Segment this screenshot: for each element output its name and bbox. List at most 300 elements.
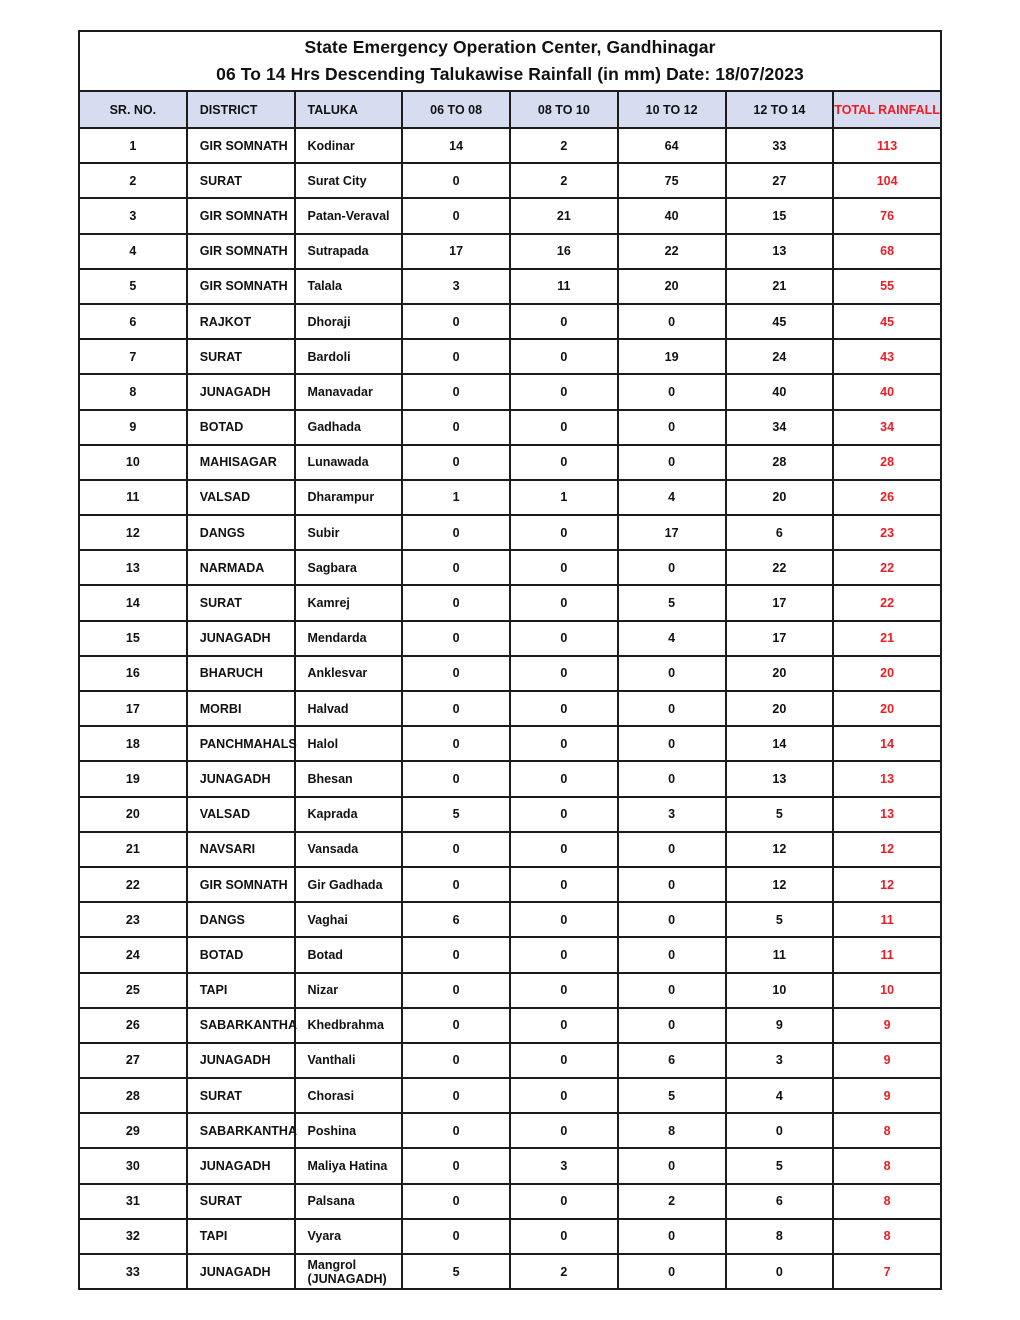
table-cell: RAJKOT bbox=[187, 304, 295, 339]
table-row bbox=[79, 1113, 941, 1148]
page-title: State Emergency Operation Center, Gandhinagar bbox=[304, 37, 716, 57]
table-cell: JUNAGADH bbox=[187, 1043, 295, 1078]
table-row bbox=[79, 128, 941, 163]
table-cell: Sutrapada bbox=[295, 234, 403, 269]
table-cell: MORBI bbox=[187, 691, 295, 726]
table-cell: 6 bbox=[726, 515, 834, 550]
table-cell: 43 bbox=[833, 339, 941, 374]
table-cell: Poshina bbox=[295, 1113, 403, 1148]
table-cell: 75 bbox=[618, 163, 726, 198]
table-cell: 13 bbox=[726, 234, 834, 269]
table-cell: TAPI bbox=[187, 973, 295, 1008]
report-title-block bbox=[79, 31, 941, 91]
table-row bbox=[79, 480, 941, 515]
table-cell: 20 bbox=[726, 480, 834, 515]
table-cell: Patan-Veraval bbox=[295, 198, 403, 233]
table-cell: JUNAGADH bbox=[187, 374, 295, 409]
table-cell: Chorasi bbox=[295, 1078, 403, 1113]
table-cell: GIR SOMNATH bbox=[187, 269, 295, 304]
table-cell: 28 bbox=[833, 445, 941, 480]
table-cell: 1 bbox=[510, 480, 618, 515]
table-cell: 0 bbox=[510, 1008, 618, 1043]
table-cell: 15 bbox=[726, 198, 834, 233]
table-cell: DANGS bbox=[187, 902, 295, 937]
table-cell: 22 bbox=[618, 234, 726, 269]
table-cell: 13 bbox=[833, 761, 941, 796]
table-cell: 0 bbox=[402, 691, 510, 726]
table-row bbox=[79, 902, 941, 937]
table-cell: 0 bbox=[618, 937, 726, 972]
table-cell: 19 bbox=[618, 339, 726, 374]
table-cell: 0 bbox=[402, 445, 510, 480]
table-cell: 0 bbox=[618, 867, 726, 902]
table-row bbox=[79, 1254, 941, 1289]
table-row bbox=[79, 585, 941, 620]
table-row bbox=[79, 621, 941, 656]
table-cell: 0 bbox=[618, 691, 726, 726]
table-cell: 12 bbox=[833, 867, 941, 902]
table-row bbox=[79, 1008, 941, 1043]
table-cell: 8 bbox=[833, 1184, 941, 1219]
table-cell: Halol bbox=[295, 726, 403, 761]
table-row bbox=[79, 867, 941, 902]
table-cell: 5 bbox=[726, 797, 834, 832]
table-cell: 22 bbox=[833, 550, 941, 585]
table-cell: JUNAGADH bbox=[187, 761, 295, 796]
table-cell: NARMADA bbox=[187, 550, 295, 585]
table-cell: Gadhada bbox=[295, 410, 403, 445]
table-cell: 2 bbox=[510, 1254, 618, 1289]
table-row bbox=[79, 163, 941, 198]
table-cell: Talala bbox=[295, 269, 403, 304]
table-row bbox=[79, 198, 941, 233]
table-cell: 20 bbox=[726, 691, 834, 726]
table-cell: 5 bbox=[618, 585, 726, 620]
table-cell: 17 bbox=[79, 691, 187, 726]
table-row bbox=[79, 1219, 941, 1254]
table-cell: SURAT bbox=[187, 1184, 295, 1219]
table-cell: 0 bbox=[510, 1113, 618, 1148]
table-cell: 7 bbox=[79, 339, 187, 374]
table-row bbox=[79, 304, 941, 339]
table-cell: 0 bbox=[510, 445, 618, 480]
table-cell: 16 bbox=[79, 656, 187, 691]
table-cell: 0 bbox=[402, 339, 510, 374]
table-cell: Anklesvar bbox=[295, 656, 403, 691]
table-cell: 0 bbox=[402, 867, 510, 902]
table-cell: 0 bbox=[618, 656, 726, 691]
table-cell: 0 bbox=[402, 198, 510, 233]
table-cell: 34 bbox=[726, 410, 834, 445]
table-cell: 9 bbox=[726, 1008, 834, 1043]
table-cell: 0 bbox=[402, 1078, 510, 1113]
table-cell: 64 bbox=[618, 128, 726, 163]
table-cell: 0 bbox=[618, 550, 726, 585]
table-cell: 113 bbox=[833, 128, 941, 163]
table-cell: 34 bbox=[833, 410, 941, 445]
table-cell: 19 bbox=[79, 761, 187, 796]
table-cell: Lunawada bbox=[295, 445, 403, 480]
table-cell: 0 bbox=[402, 973, 510, 1008]
table-cell: 0 bbox=[402, 163, 510, 198]
table-cell: 1 bbox=[402, 480, 510, 515]
table-cell: Manavadar bbox=[295, 374, 403, 409]
table-cell: 10 bbox=[833, 973, 941, 1008]
table-cell: 45 bbox=[833, 304, 941, 339]
table-cell: Maliya Hatina bbox=[295, 1148, 403, 1183]
table-cell: 5 bbox=[726, 902, 834, 937]
table-cell: 17 bbox=[402, 234, 510, 269]
column-header: 10 TO 12 bbox=[618, 91, 726, 128]
table-cell: Vansada bbox=[295, 832, 403, 867]
table-cell: 2 bbox=[510, 128, 618, 163]
table-cell: Kodinar bbox=[295, 128, 403, 163]
table-cell: 14 bbox=[79, 585, 187, 620]
table-cell: 0 bbox=[402, 585, 510, 620]
table-cell: JUNAGADH bbox=[187, 621, 295, 656]
table-cell: 0 bbox=[510, 304, 618, 339]
table-cell: 31 bbox=[79, 1184, 187, 1219]
table-row bbox=[79, 550, 941, 585]
table-cell: 0 bbox=[402, 1184, 510, 1219]
table-row bbox=[79, 832, 941, 867]
table-cell: 4 bbox=[726, 1078, 834, 1113]
table-cell: 6 bbox=[618, 1043, 726, 1078]
table-row bbox=[79, 515, 941, 550]
table-cell: 14 bbox=[726, 726, 834, 761]
table-cell: 0 bbox=[402, 621, 510, 656]
table-cell: 20 bbox=[618, 269, 726, 304]
table-cell: 33 bbox=[79, 1254, 187, 1289]
table-cell: 20 bbox=[833, 656, 941, 691]
table-cell: 21 bbox=[510, 198, 618, 233]
table-cell: 0 bbox=[402, 761, 510, 796]
table-cell: 20 bbox=[726, 656, 834, 691]
table-cell: 0 bbox=[402, 1008, 510, 1043]
table-cell: 0 bbox=[402, 550, 510, 585]
table-cell: 17 bbox=[726, 621, 834, 656]
table-cell: 0 bbox=[510, 867, 618, 902]
table-cell: 0 bbox=[402, 515, 510, 550]
column-header: DISTRICT bbox=[187, 91, 295, 128]
table-cell: 0 bbox=[618, 761, 726, 796]
table-cell: 8 bbox=[833, 1219, 941, 1254]
table-cell: NAVSARI bbox=[187, 832, 295, 867]
table-cell: 4 bbox=[618, 621, 726, 656]
table-cell: SURAT bbox=[187, 163, 295, 198]
table-cell: 5 bbox=[79, 269, 187, 304]
table-cell: Botad bbox=[295, 937, 403, 972]
table-cell: 0 bbox=[510, 374, 618, 409]
table-cell: 28 bbox=[79, 1078, 187, 1113]
table-cell: 29 bbox=[79, 1113, 187, 1148]
table-cell: 0 bbox=[402, 1113, 510, 1148]
table-cell: 8 bbox=[618, 1113, 726, 1148]
table-cell: 0 bbox=[618, 832, 726, 867]
column-header: TOTAL RAINFALL bbox=[833, 91, 941, 128]
table-cell: 23 bbox=[833, 515, 941, 550]
table-cell: 12 bbox=[726, 832, 834, 867]
table-cell: 13 bbox=[79, 550, 187, 585]
table-cell: TAPI bbox=[187, 1219, 295, 1254]
table-cell: Dhoraji bbox=[295, 304, 403, 339]
table-cell: 0 bbox=[402, 304, 510, 339]
table-cell: 0 bbox=[510, 410, 618, 445]
table-cell: 10 bbox=[726, 973, 834, 1008]
table-row bbox=[79, 691, 941, 726]
table-cell: 40 bbox=[618, 198, 726, 233]
table-cell: SURAT bbox=[187, 585, 295, 620]
table-cell: Vyara bbox=[295, 1219, 403, 1254]
table-row bbox=[79, 234, 941, 269]
table-cell: 0 bbox=[618, 726, 726, 761]
column-header: 06 TO 08 bbox=[402, 91, 510, 128]
table-cell: 20 bbox=[833, 691, 941, 726]
table-cell: 12 bbox=[833, 832, 941, 867]
table-cell: 5 bbox=[402, 1254, 510, 1289]
table-cell: 0 bbox=[510, 832, 618, 867]
rainfall-table bbox=[78, 30, 942, 1290]
table-cell: 3 bbox=[79, 198, 187, 233]
table-cell: 8 bbox=[79, 374, 187, 409]
table-cell: 0 bbox=[618, 374, 726, 409]
table-cell: 14 bbox=[833, 726, 941, 761]
table-row bbox=[79, 269, 941, 304]
table-cell: 0 bbox=[510, 691, 618, 726]
table-cell: 6 bbox=[79, 304, 187, 339]
table-cell: 17 bbox=[618, 515, 726, 550]
table-cell: Mangrol (JUNAGADH) bbox=[295, 1254, 403, 1289]
table-cell: 3 bbox=[402, 269, 510, 304]
table-cell: 24 bbox=[79, 937, 187, 972]
table-cell: VALSAD bbox=[187, 480, 295, 515]
table-row bbox=[79, 410, 941, 445]
table-cell: Khedbrahma bbox=[295, 1008, 403, 1043]
table-cell: 6 bbox=[402, 902, 510, 937]
table-cell: Subir bbox=[295, 515, 403, 550]
table-cell: 0 bbox=[726, 1113, 834, 1148]
table-cell: BHARUCH bbox=[187, 656, 295, 691]
table-cell: DANGS bbox=[187, 515, 295, 550]
table-cell: 2 bbox=[79, 163, 187, 198]
table-cell: 9 bbox=[833, 1078, 941, 1113]
column-header: 08 TO 10 bbox=[510, 91, 618, 128]
table-cell: 0 bbox=[510, 1043, 618, 1078]
table-cell: Bardoli bbox=[295, 339, 403, 374]
table-cell: PANCHMAHALS bbox=[187, 726, 295, 761]
table-row bbox=[79, 1043, 941, 1078]
table-row bbox=[79, 445, 941, 480]
table-cell: GIR SOMNATH bbox=[187, 234, 295, 269]
table-cell: 0 bbox=[510, 339, 618, 374]
table-cell: 0 bbox=[510, 621, 618, 656]
table-cell: GIR SOMNATH bbox=[187, 128, 295, 163]
table-cell: SABARKANTHA bbox=[187, 1008, 295, 1043]
table-cell: 0 bbox=[618, 973, 726, 1008]
table-cell: 22 bbox=[833, 585, 941, 620]
table-cell: Mendarda bbox=[295, 621, 403, 656]
column-header: TALUKA bbox=[295, 91, 403, 128]
table-cell: 8 bbox=[726, 1219, 834, 1254]
table-cell: 21 bbox=[726, 269, 834, 304]
table-cell: 55 bbox=[833, 269, 941, 304]
column-header: 12 TO 14 bbox=[726, 91, 834, 128]
table-cell: 4 bbox=[79, 234, 187, 269]
table-cell: 17 bbox=[726, 585, 834, 620]
table-cell: BOTAD bbox=[187, 410, 295, 445]
table-cell: SABARKANTHA bbox=[187, 1113, 295, 1148]
table-cell: 0 bbox=[510, 1078, 618, 1113]
table-cell: 16 bbox=[510, 234, 618, 269]
table-cell: 33 bbox=[726, 128, 834, 163]
table-cell: 30 bbox=[79, 1148, 187, 1183]
table-cell: 0 bbox=[618, 902, 726, 937]
column-header: SR. NO. bbox=[79, 91, 187, 128]
table-cell: 0 bbox=[402, 1148, 510, 1183]
table-cell: 0 bbox=[618, 1254, 726, 1289]
table-cell: 68 bbox=[833, 234, 941, 269]
table-cell: 14 bbox=[402, 128, 510, 163]
table-cell: 4 bbox=[618, 480, 726, 515]
table-cell: 0 bbox=[402, 410, 510, 445]
table-cell: 0 bbox=[510, 902, 618, 937]
table-cell: Vaghai bbox=[295, 902, 403, 937]
table-row bbox=[79, 1078, 941, 1113]
table-cell: 2 bbox=[510, 163, 618, 198]
table-cell: GIR SOMNATH bbox=[187, 867, 295, 902]
table-cell: 21 bbox=[833, 621, 941, 656]
table-cell: Gir Gadhada bbox=[295, 867, 403, 902]
table-cell: 5 bbox=[402, 797, 510, 832]
table-cell: 3 bbox=[618, 797, 726, 832]
table-cell: 28 bbox=[726, 445, 834, 480]
table-cell: 11 bbox=[833, 937, 941, 972]
table-cell: VALSAD bbox=[187, 797, 295, 832]
table-cell: 24 bbox=[726, 339, 834, 374]
table-cell: Vanthali bbox=[295, 1043, 403, 1078]
table-cell: 45 bbox=[726, 304, 834, 339]
table-cell: 20 bbox=[79, 797, 187, 832]
table-cell: 12 bbox=[726, 867, 834, 902]
table-cell: 3 bbox=[510, 1148, 618, 1183]
table-cell: 0 bbox=[510, 1184, 618, 1219]
table-cell: Surat City bbox=[295, 163, 403, 198]
table-cell: 40 bbox=[833, 374, 941, 409]
table-cell: Halvad bbox=[295, 691, 403, 726]
table-row bbox=[79, 797, 941, 832]
table-cell: 12 bbox=[79, 515, 187, 550]
table-cell: GIR SOMNATH bbox=[187, 198, 295, 233]
table-cell: 76 bbox=[833, 198, 941, 233]
table-cell: 7 bbox=[833, 1254, 941, 1289]
table-row bbox=[79, 339, 941, 374]
table-cell: 6 bbox=[726, 1184, 834, 1219]
table-cell: 27 bbox=[79, 1043, 187, 1078]
table-cell: SURAT bbox=[187, 339, 295, 374]
table-row bbox=[79, 726, 941, 761]
table-cell: 21 bbox=[79, 832, 187, 867]
table-cell: 13 bbox=[833, 797, 941, 832]
table-cell: 0 bbox=[402, 1043, 510, 1078]
table-cell: 0 bbox=[510, 550, 618, 585]
table-cell: 25 bbox=[79, 973, 187, 1008]
table-cell: 26 bbox=[79, 1008, 187, 1043]
table-cell: 5 bbox=[726, 1148, 834, 1183]
table-cell: 11 bbox=[79, 480, 187, 515]
table-row bbox=[79, 1184, 941, 1219]
rainfall-report bbox=[78, 30, 942, 1290]
table-cell: Dharampur bbox=[295, 480, 403, 515]
table-cell: 40 bbox=[726, 374, 834, 409]
table-cell: 0 bbox=[402, 726, 510, 761]
table-cell: 0 bbox=[618, 1148, 726, 1183]
table-cell: Kaprada bbox=[295, 797, 403, 832]
table-cell: 0 bbox=[618, 1219, 726, 1254]
title-row bbox=[79, 31, 941, 91]
table-cell: 8 bbox=[833, 1113, 941, 1148]
table-cell: 0 bbox=[510, 656, 618, 691]
table-cell: 104 bbox=[833, 163, 941, 198]
table-cell: 0 bbox=[510, 937, 618, 972]
table-cell: Kamrej bbox=[295, 585, 403, 620]
table-cell: 32 bbox=[79, 1219, 187, 1254]
table-cell: 0 bbox=[510, 797, 618, 832]
table-cell: 22 bbox=[726, 550, 834, 585]
table-cell: 11 bbox=[833, 902, 941, 937]
table-cell: 0 bbox=[510, 726, 618, 761]
table-cell: Nizar bbox=[295, 973, 403, 1008]
table-row bbox=[79, 761, 941, 796]
table-cell: Sagbara bbox=[295, 550, 403, 585]
table-row bbox=[79, 1148, 941, 1183]
table-cell: 8 bbox=[833, 1148, 941, 1183]
table-cell: 18 bbox=[79, 726, 187, 761]
page-subtitle: 06 To 14 Hrs Descending Talukawise Rainfall (in mm) Date: 18/07/2023 bbox=[216, 64, 804, 84]
table-cell: 9 bbox=[833, 1043, 941, 1078]
table-row bbox=[79, 973, 941, 1008]
table-cell: 0 bbox=[618, 445, 726, 480]
table-cell: 13 bbox=[726, 761, 834, 796]
table-cell: Palsana bbox=[295, 1184, 403, 1219]
table-cell: 0 bbox=[402, 656, 510, 691]
table-cell: 0 bbox=[402, 832, 510, 867]
table-cell: 3 bbox=[726, 1043, 834, 1078]
table-cell: 27 bbox=[726, 163, 834, 198]
table-cell: 10 bbox=[79, 445, 187, 480]
table-cell: 11 bbox=[510, 269, 618, 304]
table-cell: 0 bbox=[510, 585, 618, 620]
table-cell: 0 bbox=[510, 515, 618, 550]
table-cell: 1 bbox=[79, 128, 187, 163]
table-cell: 26 bbox=[833, 480, 941, 515]
table-cell: 0 bbox=[402, 937, 510, 972]
table-cell: 0 bbox=[726, 1254, 834, 1289]
table-cell: 9 bbox=[833, 1008, 941, 1043]
table-cell: 0 bbox=[618, 410, 726, 445]
table-cell: 0 bbox=[618, 1008, 726, 1043]
table-cell: 0 bbox=[510, 761, 618, 796]
table-row bbox=[79, 374, 941, 409]
table-row bbox=[79, 937, 941, 972]
table-cell: 23 bbox=[79, 902, 187, 937]
table-cell: 2 bbox=[618, 1184, 726, 1219]
table-cell: MAHISAGAR bbox=[187, 445, 295, 480]
table-cell: 0 bbox=[510, 973, 618, 1008]
table-cell: 0 bbox=[402, 374, 510, 409]
table-cell: 15 bbox=[79, 621, 187, 656]
table-body bbox=[79, 128, 941, 1289]
table-cell: 0 bbox=[510, 1219, 618, 1254]
